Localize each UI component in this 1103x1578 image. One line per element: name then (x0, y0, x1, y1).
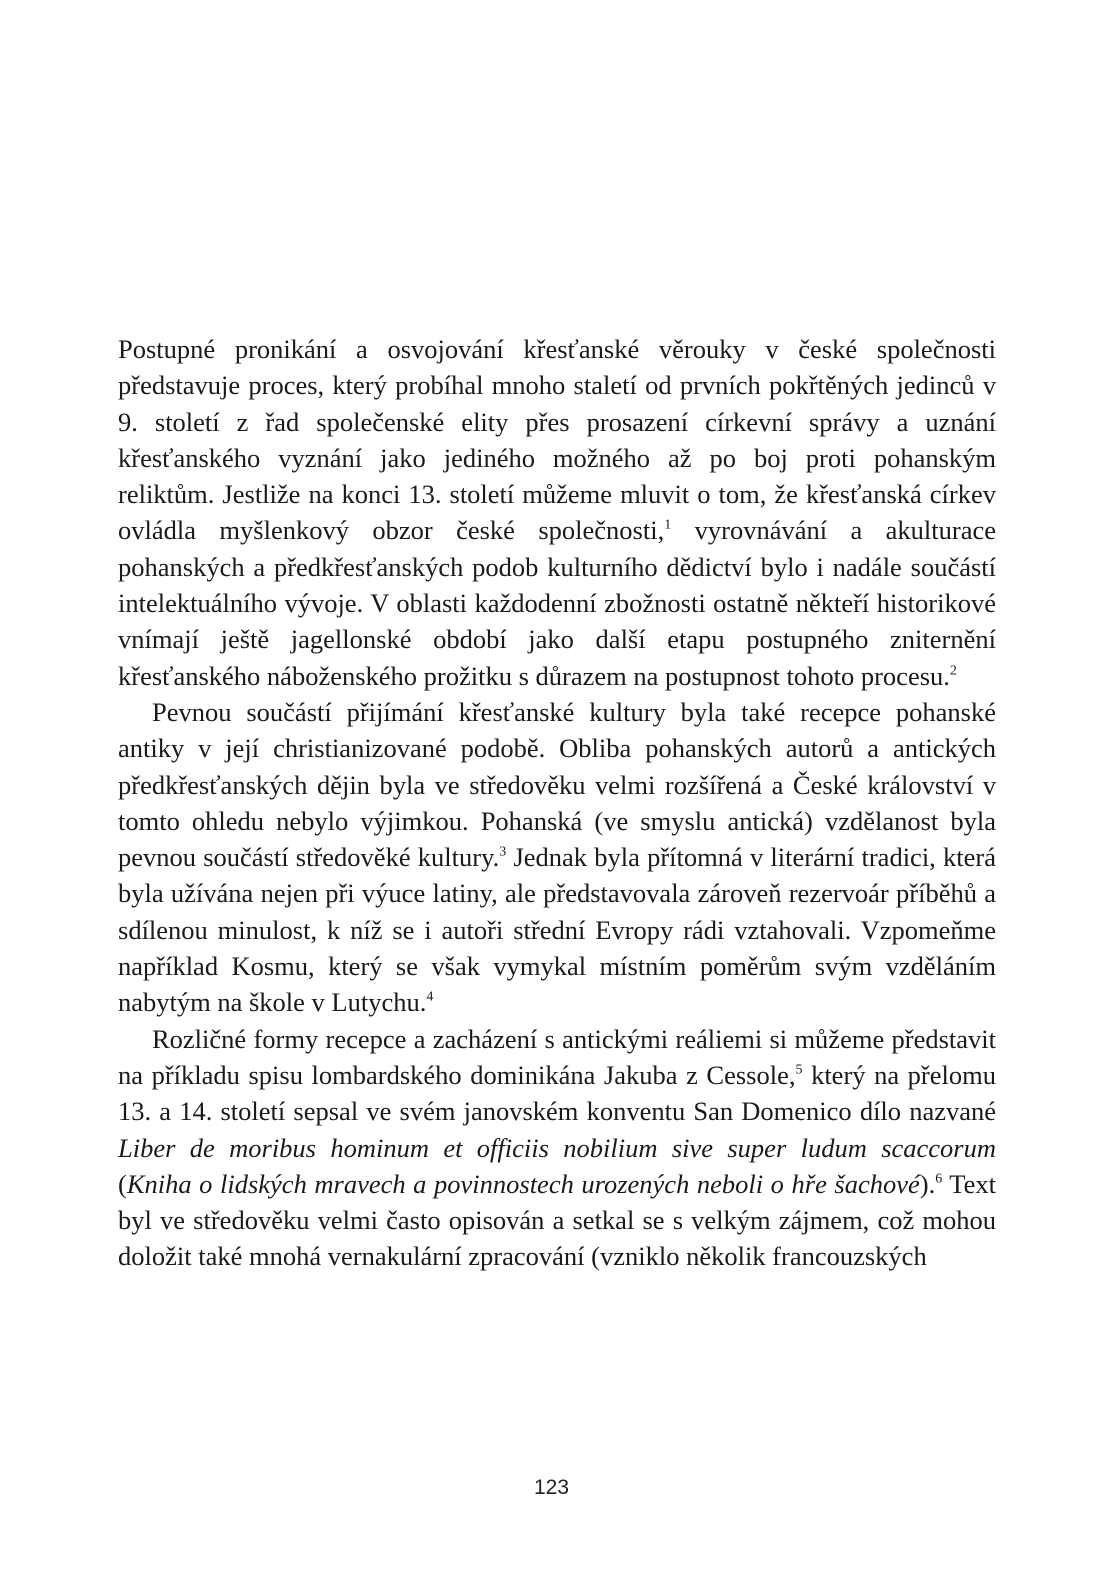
footnote-ref-4: 4 (426, 989, 434, 1005)
text-run: Rozličné formy recepce a zacházení s antickými reáliemi si můžeme představit na příkladu spisu lombardského dominikána Jakuba z Cessole, (118, 1023, 996, 1090)
text-run: Pevnou součástí přijímání křesťanské kultury byla také recepce pohanské antiky v její christianizované podobě. Obliba pohanských autorů a antických předkřesťanských dějin byla ve středověku velmi rozšířená a České království v tomto ohledu nebylo výjimkou. Pohanská (ve smyslu antická) vzdělanost byla pevnou součástí středověké kultury. (118, 696, 996, 873)
text-run: ). (919, 1168, 936, 1199)
body-text (118, 331, 996, 1275)
text-run: vyrovnávání a akulturace pohanských a předkřesťanských podob kulturního dědictví bylo i nadále součástí intelektuálního vývoje. V oblasti každodenní zbožnosti ostatně někteří historikové vnímají ještě jagellonské období jako další etapu postupného zniternění křesťanského náboženského prožitku s důrazem na postupnost tohoto procesu. (118, 515, 996, 691)
text-run: Text byl ve středověku velmi často opisován a setkal se s velkým zájmem, což mohou doložit také mnohá vernakulární zpracování (vzniklo několik francouzských (118, 1168, 997, 1272)
czech-title: Kniha o lidských mravech a povinnostech urozených neboli o hře šachové (126, 1168, 920, 1199)
text-run: Jednak byla přítomná v literární tradici, která byla užívána nejen při výuce latiny, ale představovala zároveň rezervoár příběhů a sdílenou minulost, k níž se i autoři střední Evropy rádi vztahovali. Vzpomeňme například Kosmu, který se však vymykal místním poměrům svým vzděláním nabytým na škole v Lutychu. (118, 842, 996, 1018)
text-run: ( (118, 1168, 127, 1199)
footnote-ref-5: 5 (795, 1062, 803, 1078)
footnote-ref-1: 1 (664, 517, 672, 533)
page-number: 123 (533, 1476, 570, 1499)
footnote-ref-3: 3 (499, 844, 507, 860)
paragraph-3 (118, 1021, 996, 1275)
footnote-ref-6: 6 (935, 1171, 943, 1187)
paragraph-2 (118, 694, 996, 1021)
text-run: Postupné pronikání a osvojování křesťanské věrouky v české společnosti představuje proces, který probíhal mnoho staletí od prvních pokřtěných jedinců v 9. století z řad společenské elity přes prosazení církevní správy a uznání křesťanského vyznání jako jediného možného až po boj proti pohanským reliktům. Jestliže na konci 13. století můžeme mluvit o tom, že křesťanská církev ovládla myšlenkový obzor české společnosti, (118, 334, 996, 546)
text-run: který na přelomu 13. a 14. století sepsal ve svém janovském konventu San Domenico dílo nazvané (118, 1059, 996, 1127)
footnote-ref-2: 2 (949, 663, 957, 679)
paragraph-1 (118, 331, 996, 694)
latin-title: Liber de moribus hominum et officiis nobilium sive super ludum scaccorum (118, 1132, 996, 1163)
